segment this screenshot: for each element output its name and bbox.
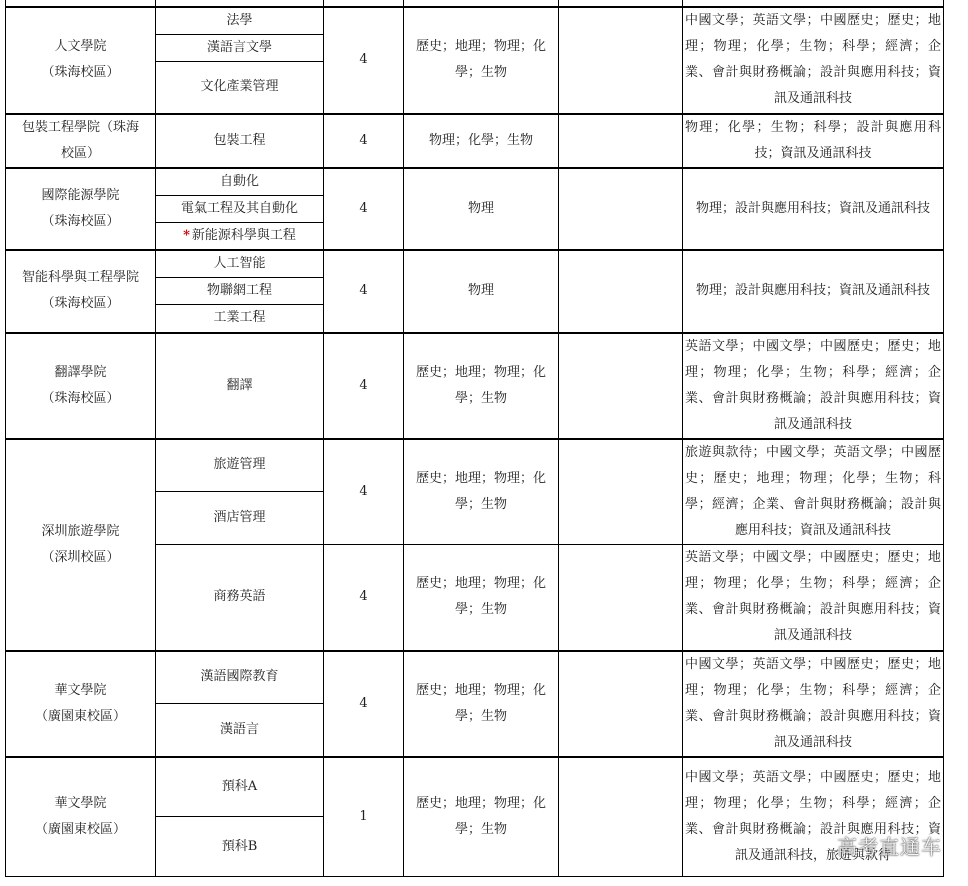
table-row [6, 250, 944, 278]
major-cell: 工業工程 [156, 305, 324, 333]
major-cell: 物聯網工程 [156, 278, 324, 305]
years-cell: 4 [324, 333, 404, 439]
years-cell: 4 [324, 250, 404, 333]
empty-cell [559, 333, 683, 439]
empty-cell [559, 545, 683, 651]
empty-cell [559, 757, 683, 877]
watermark: 高考直通车 [837, 835, 942, 859]
table-row [6, 439, 944, 492]
major-cell: 文化產業管理 [156, 62, 324, 114]
major-cell: 法學 [156, 7, 324, 35]
years-cell: 4 [324, 7, 404, 114]
table-row [6, 114, 944, 168]
empty-cell [559, 651, 683, 757]
major-cell: * 新能源科學與工程 [156, 222, 324, 250]
subjects-cell: 物理 [404, 168, 559, 251]
table-row [6, 333, 944, 439]
years-cell: 4 [324, 439, 404, 545]
major-cell: 旅遊管理 [156, 439, 324, 492]
requirements-cell: 英語文學；中國文學；中國歷史；歷史；地理；物理；化學；生物；科學；經濟；企業、會計與財務概論；設計與應用科技；資訊及通訊科技 [683, 333, 944, 439]
requirements-cell: 英語文學；中國文學；中國歷史；歷史；地理；物理；化學；生物；科學；經濟；企業、會計與財務概論；設計與應用科技；資訊及通訊科技 [683, 545, 944, 651]
major-cell: 預科A [156, 757, 324, 817]
table-row [6, 0, 944, 7]
years-cell: 4 [324, 168, 404, 251]
college-cell: 國際能源學院 （珠海校區） [6, 168, 156, 251]
major-cell: 自動化 [156, 168, 324, 196]
major-cell: 酒店管理 [156, 492, 324, 545]
requirements-cell: 旅遊與款待；中國文學；英語文學；中國歷史；歷史；地理；物理；化學；生物；科學；經濟；企業、會計與財務概論；設計與應用科技；資訊及通訊科技 [683, 439, 944, 545]
major-cell: 商務英語 [156, 545, 324, 651]
empty-cell [559, 439, 683, 545]
college-cell: 深圳旅遊學院 （深圳校區） [6, 439, 156, 651]
admission-table [5, 0, 944, 877]
years-cell: 4 [324, 545, 404, 651]
college-cell: 人文學院 （珠海校區） [6, 7, 156, 114]
years-cell: 4 [324, 651, 404, 757]
major-cell: 漢語言 [156, 704, 324, 757]
years-cell: 1 [324, 757, 404, 877]
requirements-cell: 物理；設計與應用科技；資訊及通訊科技 [683, 168, 944, 251]
requirements-cell: 物理；化學；生物；科學；設計與應用科技；資訊及通訊科技 [683, 114, 944, 168]
subjects-cell: 歷史；地理；物理；化學；生物 [404, 333, 559, 439]
requirements-cell: 中國文學；英語文學；中國歷史；歷史；地理；物理；化學；生物；科學；經濟；企業、會計與財務概論；設計與應用科技；資訊及通訊科技，旅遊與款待 [683, 757, 944, 877]
college-cell: 華文學院 （廣園東校區） [6, 651, 156, 757]
major-cell: 漢語國際教育 [156, 651, 324, 704]
subjects-cell: 歷史；地理；物理；化學；生物 [404, 757, 559, 877]
major-cell: 漢語言文學 [156, 35, 324, 62]
table-row [6, 757, 944, 817]
table-row [6, 7, 944, 35]
subjects-cell: 物理 [404, 250, 559, 333]
years-cell: 4 [324, 114, 404, 168]
table-row [6, 651, 944, 704]
requirements-cell: 中國文學；英語文學；中國歷史；歷史；地理；物理；化學；生物；科學；經濟；企業、會計與財務概論；設計與應用科技；資訊及通訊科技 [683, 651, 944, 757]
requirements-cell: 中國文學；英語文學；中國歷史；歷史；地理；物理；化學；生物；科學；經濟；企業、會計與財務概論；設計與應用科技；資訊及通訊科技 [683, 7, 944, 114]
college-cell: 智能科學與工程學院 （珠海校區） [6, 250, 156, 333]
major-cell: 翻譯 [156, 333, 324, 439]
table-row [6, 168, 944, 196]
major-cell: 包裝工程 [156, 114, 324, 168]
empty-cell [559, 250, 683, 333]
subjects-cell: 歷史；地理；物理；化學；生物 [404, 439, 559, 545]
major-cell: 電氣工程及其自動化 [156, 195, 324, 222]
subjects-cell: 歷史；地理；物理；化學；生物 [404, 651, 559, 757]
empty-cell [559, 114, 683, 168]
major-cell: 預科B [156, 817, 324, 877]
empty-cell [559, 7, 683, 114]
subjects-cell: 歷史；地理；物理；化學；生物 [404, 545, 559, 651]
college-cell: 華文學院 （廣園東校區） [6, 757, 156, 877]
new-major-marker: * [183, 227, 190, 243]
college-cell: 翻譯學院 （珠海校區） [6, 333, 156, 439]
major-cell: 人工智能 [156, 250, 324, 278]
college-cell: 包裝工程學院（珠海 校區） [6, 114, 156, 168]
subjects-cell: 歷史；地理；物理；化學；生物 [404, 7, 559, 114]
empty-cell [559, 168, 683, 251]
subjects-cell: 物理；化學；生物 [404, 114, 559, 168]
requirements-cell: 物理；設計與應用科技；資訊及通訊科技 [683, 250, 944, 333]
